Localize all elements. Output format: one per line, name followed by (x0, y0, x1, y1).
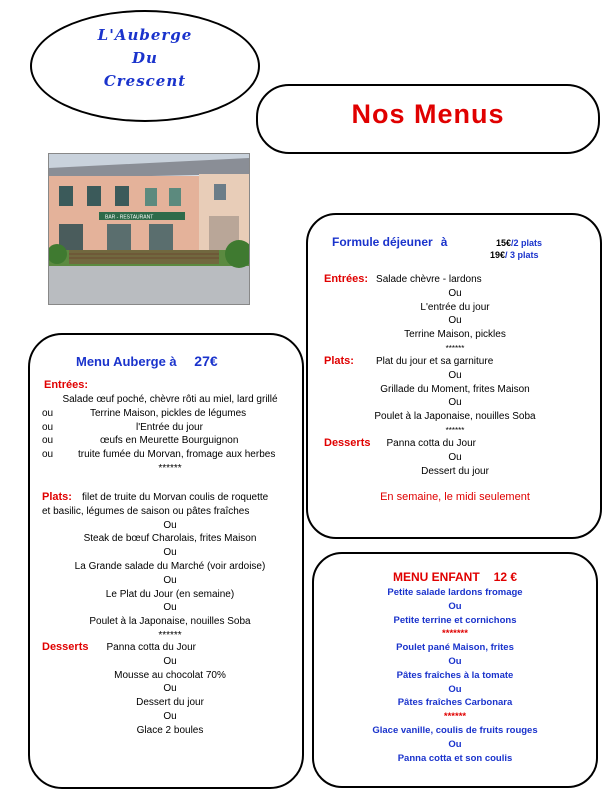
formule-plats-list (324, 355, 586, 438)
menu-enfant-item: Glace vanille, coulis de fruits rouges (372, 724, 538, 736)
auberge-dessert-item: Dessert du jour (136, 697, 204, 709)
auberge-entree-item: Salade œuf poché, chèvre rôti au miel, lard grillé (62, 394, 278, 405)
formule-price-2: 19€ (490, 250, 506, 260)
auberge-plat-item: filet de truite du Morvan coulis de roquette (81, 492, 269, 503)
formule-plats-label: Plats: (324, 355, 354, 367)
formule-plat-item: Plat du jour et sa garniture (375, 356, 494, 367)
page-title-box (256, 84, 600, 154)
formule-desserts-list (324, 437, 586, 478)
auberge-plat-item: Ou (163, 574, 177, 586)
auberge-plat-item: Poulet à la Japonaise, nouilles Soba (89, 616, 251, 628)
auberge-plat-item: Ou (163, 547, 177, 559)
menu-enfant-item: Petite terrine et cornichons (393, 614, 517, 626)
formule-separator: ****** (445, 425, 465, 435)
formule-entrees-list (324, 273, 586, 356)
formule-dessert-item: Panna cotta du Jour (386, 438, 476, 449)
auberge-plat-item: La Grande salade du Marché (voir ardoise) (74, 560, 266, 572)
auberge-entree-item: ou Terrine Maison, pickles de légumes (42, 407, 247, 419)
menu-enfant-item: Ou (448, 683, 462, 695)
menu-auberge-box (28, 333, 304, 789)
formule-dessert-item: Ou (448, 451, 462, 463)
formule-entree-item: Ou (448, 287, 462, 299)
auberge-desserts-label: Desserts (42, 641, 89, 653)
auberge-plat-item: Steak de bœuf Charolais, frites Maison (83, 533, 257, 545)
menu-enfant-item: Poulet pané Maison, frites (396, 642, 514, 654)
menu-auberge-price: 27€ (194, 353, 218, 369)
page-title: Nos Menus (351, 99, 505, 129)
auberge-entree-item: ou œufs en Meurette Bourguignon (42, 435, 239, 447)
auberge-plat-item: et basilic, légumes de saison ou pâtes fraîches (42, 505, 250, 517)
menu-enfant-list (322, 586, 588, 765)
auberge-entrees-label: Entrées: (44, 379, 89, 391)
menu-enfant-price: 12 € (493, 570, 518, 584)
formule-entree-item: L'entrée du jour (420, 301, 490, 313)
auberge-entree-item: ou truite fumée du Morvan, fromage aux herbes (42, 449, 276, 461)
menu-enfant-separator: ******* (442, 628, 468, 640)
formule-title: Formule déjeuner à (332, 235, 448, 249)
formule-desserts-label: Desserts (324, 437, 371, 449)
formule-separator: ****** (445, 343, 465, 353)
auberge-dessert-item: Panna cotta du Jour (106, 642, 196, 653)
auberge-photo (48, 153, 250, 305)
menu-enfant-item: Pâtes fraîches à la tomate (396, 669, 514, 681)
formule-price-1: 15€ (496, 238, 512, 248)
menu-enfant-item: Ou (448, 738, 462, 750)
menu-enfant-item: Pâtes fraîches Carbonara (397, 697, 513, 709)
formule-plat-item: Ou (448, 397, 462, 409)
auberge-dessert-item: Glace 2 boules (136, 724, 204, 736)
restaurant-name-line-2: Du (132, 49, 158, 67)
restaurant-name-line-3: Crescent (103, 72, 187, 90)
auberge-plats-label: Plats: (42, 491, 72, 503)
photo-sign: BAR - RESTAURANT (105, 214, 154, 221)
auberge-entree-item: ou l'Entrée du jour (42, 421, 203, 433)
auberge-entrees-list (42, 393, 298, 476)
menu-enfant-box (312, 552, 598, 788)
formule-plat-item: Ou (448, 369, 462, 381)
auberge-desserts-list (42, 641, 298, 738)
formule-plat-item: Grillade du Moment, frites Maison (380, 383, 530, 395)
menu-auberge-title: Menu Auberge à 27€ (76, 353, 218, 369)
restaurant-name-line-1: L'Auberge (97, 26, 193, 44)
auberge-dessert-item: Ou (163, 683, 177, 695)
restaurant-name-oval (30, 10, 260, 122)
formule-entree-item: Terrine Maison, pickles (404, 329, 506, 341)
menu-enfant-separator: ****** (443, 711, 467, 723)
formule-note: En semaine, le midi seulement (380, 491, 530, 503)
auberge-plat-item: Ou (163, 519, 177, 531)
auberge-plat-item: Le Plat du Jour (en semaine) (105, 588, 235, 600)
formule-entree-item: Salade chèvre - lardons (376, 274, 482, 285)
menu-enfant-item: Ou (448, 655, 462, 667)
formule-plat-item: Poulet à la Japonaise, nouilles Soba (374, 411, 536, 423)
auberge-dessert-item: Ou (163, 655, 177, 667)
menu-enfant-item: Panna cotta et son coulis (397, 752, 513, 764)
formule-entree-item: Ou (448, 315, 462, 327)
menu-enfant-item: Ou (448, 600, 462, 612)
formule-dessert-item: Dessert du jour (421, 465, 489, 477)
auberge-separator: ****** (158, 462, 182, 474)
auberge-plat-item: Ou (163, 602, 177, 614)
menu-enfant-title: MENU ENFANT 12 € (392, 570, 518, 584)
auberge-separator: ****** (158, 629, 182, 641)
auberge-dessert-item: Ou (163, 710, 177, 722)
formule-entrees-label: Entrées: (324, 273, 369, 285)
auberge-dessert-item: Mousse au chocolat 70% (114, 669, 226, 681)
auberge-plats-list (42, 491, 298, 643)
menu-enfant-item: Petite salade lardons fromage (387, 587, 523, 598)
formule-prices: 15€/2 plats 19€/ 3 plats (490, 238, 543, 260)
formule-dejeuner-box (306, 213, 602, 539)
